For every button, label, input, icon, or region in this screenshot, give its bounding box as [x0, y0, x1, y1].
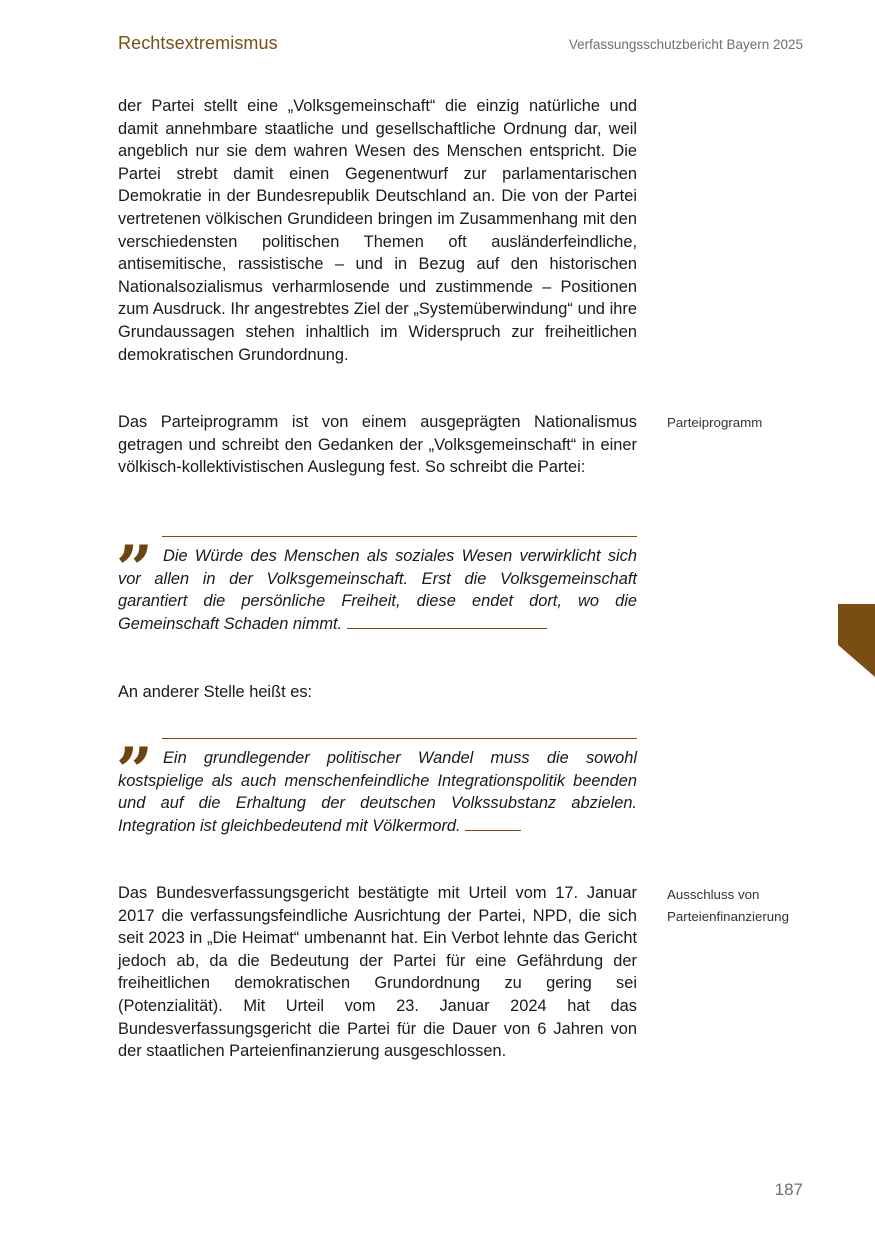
quote-mark-icon: ” [116, 734, 153, 809]
margin-note-ausschluss: Ausschluss von Parteienfinanzierung [667, 887, 789, 924]
paragraph-court-ruling: Das Bundesverfassungsgericht bestätigte mit Urteil vom 17. Januar 2017 die verfassungsfeindliche Ausrichtung der Partei, NPD, die sich seit 2023 in „Die Heimat“ umbenannt hat. Ein Verbot lehnte das Gericht jedoch ab, da die Bedeutung der Partei für eine Gefährdung der freiheitlichen demokratischen Grundordnung zu gering sei (Potenzialität). Mit Urteil vom 23. Januar 2024 hat das Bundesverfassungsgericht die Partei für die Dauer von 6 Jahren von der staatlichen Parteienfinanzierung ausgeschlossen. [118, 884, 637, 1061]
chapter-tab-marker [838, 604, 875, 677]
quote-top-rule [162, 536, 637, 537]
quote-end-rule [347, 627, 547, 629]
running-header-section: Rechtsextremismus [118, 33, 278, 53]
quote-end-rule [465, 829, 521, 831]
running-header-publication: Verfassungsschutzbericht Bayern 2025 [568, 37, 803, 52]
quote-top-rule [162, 738, 637, 739]
quote-mark-icon: ” [116, 532, 153, 607]
paragraph-party-program: Das Parteiprogramm ist von einem ausgeprägten Nationalismus getragen und schreibt den Gedanken der „Volksgemeinschaft“ in einer völkisch-kollektivistischen Auslegung fest. So schreibt die Partei: [118, 413, 637, 477]
margin-note-parteiprogramm: Parteiprogramm [667, 415, 763, 430]
quote-text-2: Ein grundlegender politischer Wandel muss die sowohl kostspielige als auch menschenfeindliche Integrationspolitik beenden und auf die Erhaltung der deutschen Volkssubstanz abzielen. Integration ist gleichbedeutend mit Völkermord. [118, 749, 637, 835]
paragraph-transition: An anderer Stelle heißt es: [118, 683, 313, 701]
quote-text-1: Die Würde des Menschen als soziales Wesen verwirklicht sich vor allen in der Volksgemeinschaft. Erst die Volksgemeinschaft garantiert die persönliche Freiheit, diese endet dort, wo die Gemeinschaft Schaden nimmt. [118, 547, 637, 633]
quote-block-1 [116, 532, 637, 635]
quote-block-2 [116, 734, 637, 837]
paragraph-ideology: der Partei stellt eine „Volksgemeinschaft“ die einzig natürliche und damit annehmbare staatliche und gesellschaftliche Ordnung dar, weil angeblich nur sie dem wahren Wesen des Menschen entspricht. Die Partei strebt damit einen Gegenentwurf zur parlamentarischen Demokratie in der Bundesrepublik Deutschland an. Die von der Partei vertretenen völkischen Grundideen bringen im Zusammenhang mit den verschiedensten politischen Themen oft ausländerfeindliche, antisemitische, rassistische – und in Bezug auf den historischen Nationalsozialismus verharmlosende und zustimmende – Positionen zum Ausdruck. Ihr angestrebtes Ziel der „Systemüberwindung“ und ihre Grundaussagen stehen inhaltlich im Widerspruch zur freiheitlichen demokratischen Grundordnung. [118, 97, 637, 364]
page-number: 187 [774, 1180, 803, 1199]
